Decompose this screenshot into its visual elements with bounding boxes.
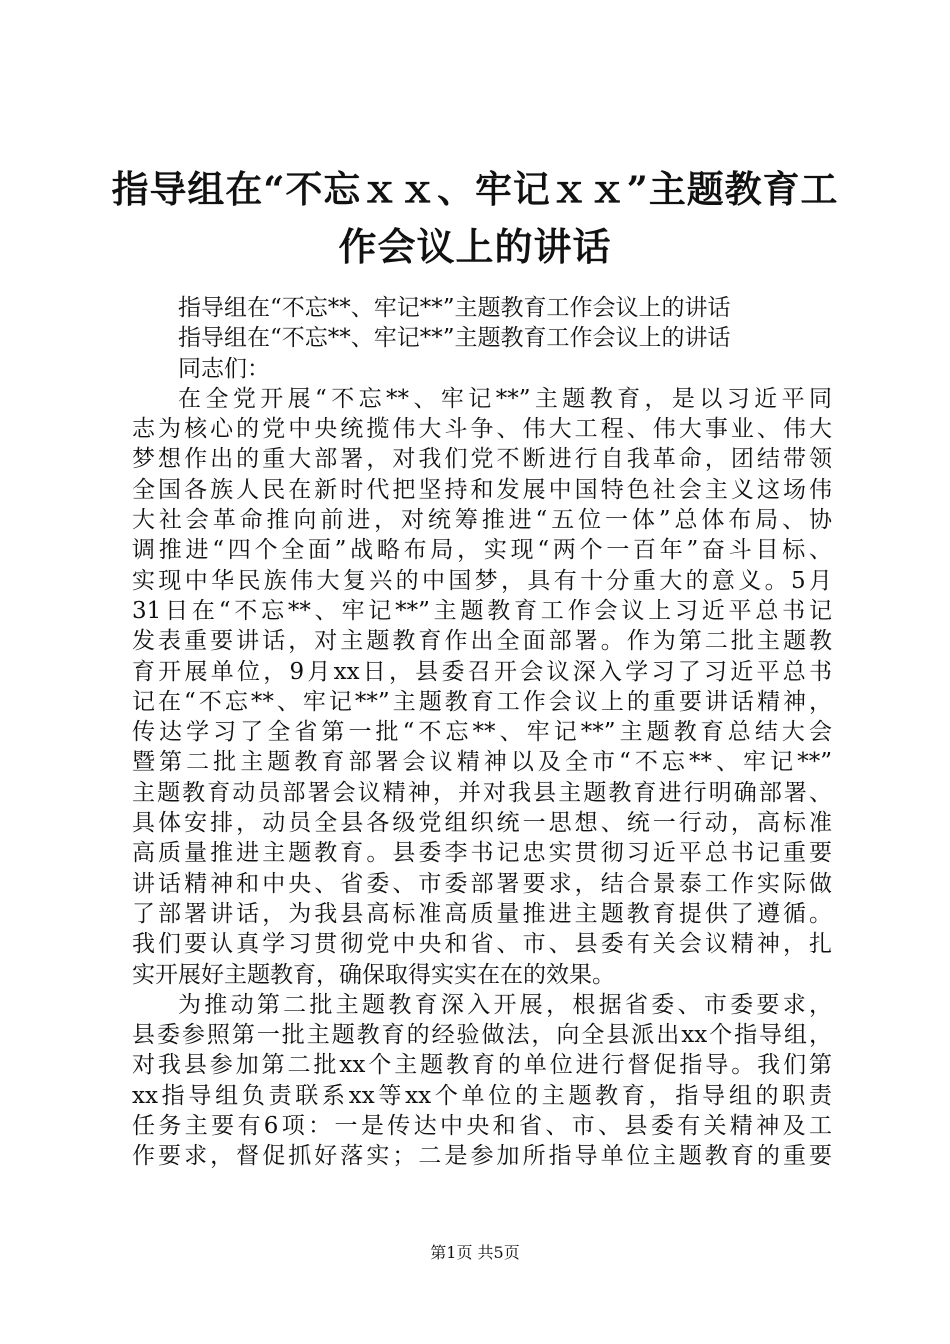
paragraph-1-line: 我们要认真学习贯彻党中央和省、市、县委有关会议精神，扎: [132, 931, 832, 958]
paragraph-1-line: 了部署讲话，为我县高标准高质量推进主题教育提供了遵循。: [132, 900, 832, 927]
paragraph-1-line: 梦想作出的重大部署，对我们党不断进行自我革命，团结带领: [132, 446, 832, 473]
paragraph-1-line: 主题教育动员部署会议精神，并对我县主题教育进行明确部署、: [132, 779, 832, 806]
document-body: [132, 293, 832, 1172]
paragraph-1-line: 志为核心的党中央统揽伟大斗争、伟大工程、伟大事业、伟大: [132, 416, 832, 443]
salutation: 同志们：: [178, 355, 270, 382]
subtitle-line-1: 指导组在“不忘**、牢记**”主题教育工作会议上的讲话: [178, 295, 731, 321]
paragraph-2-line: 为推动第二批主题教育深入开展，根据省委、市委要求，: [178, 991, 832, 1018]
paragraph-2-line: 县委参照第一批主题教育的经验做法，向全县派出xx个指导组，: [132, 1022, 832, 1049]
paragraph-1-line: 暨第二批主题教育部署会议精神以及全市“不忘**、牢记**”: [132, 749, 832, 776]
title-line-1: 指导组在“不忘ｘｘ、牢记ｘｘ”主题教育工: [111, 167, 839, 211]
subtitle-line-2: 指导组在“不忘**、牢记**”主题教育工作会议上的讲话: [178, 325, 731, 352]
paragraph-1-line: 具体安排，动员全县各级党组织统一思想、统一行动，高标准: [132, 810, 832, 837]
paragraph-1-line: 发表重要讲话，对主题教育作出全面部署。作为第二批主题教: [132, 628, 832, 655]
paragraph-2-line: xx指导组负责联系xx等xx个单位的主题教育，指导组的职责: [132, 1082, 832, 1109]
paragraph-2-line: 任务主要有6项：一是传达中央和省、市、县委有关精神及工: [132, 1113, 832, 1140]
paragraph-2-line: 作要求，督促抓好落实；二是参加所指导单位主题教育的重要: [132, 1143, 832, 1170]
paragraph-1-line: 记在“不忘**、牢记**”主题教育工作会议上的重要讲话精神，: [132, 688, 832, 715]
paragraph-1-line: 讲话精神和中央、省委、市委部署要求，结合景泰工作实际做: [132, 870, 832, 897]
page-footer: 第1页 共5页: [430, 1243, 520, 1262]
paragraph-1-line: 实开展好主题教育，确保取得实实在在的效果。: [132, 961, 615, 988]
paragraph-1-line: 在全党开展“不忘**、牢记**”主题教育，是以习近平同: [178, 385, 832, 412]
paragraph-1-line: 31日在“不忘**、牢记**”主题教育工作会议上习近平总书记: [132, 597, 832, 624]
title-line-2: 作会议上的讲话: [338, 224, 612, 269]
paragraph-1-line: 育开展单位，9月xx日，县委召开会议深入学习了习近平总书: [132, 658, 832, 685]
paragraph-1-line: 高质量推进主题教育。县委李书记忠实贯彻习近平总书记重要: [132, 840, 832, 867]
paragraph-1-line: 调推进“四个全面”战略布局，实现“两个一百年”奋斗目标、: [132, 537, 832, 564]
document-title: [110, 160, 840, 276]
paragraph-1-line: 传达学习了全省第一批“不忘**、牢记**”主题教育总结大会: [132, 719, 832, 746]
paragraph-1-line: 大社会革命推向前进，对统筹推进“五位一体”总体布局、协: [132, 507, 832, 534]
paragraph-1-line: 实现中华民族伟大复兴的中国梦，具有十分重大的意义。5月: [132, 567, 832, 594]
paragraph-2-line: 对我县参加第二批xx个主题教育的单位进行督促指导。我们第: [132, 1052, 832, 1079]
paragraph-1-line: 全国各族人民在新时代把坚持和发展中国特色社会主义这场伟: [132, 476, 832, 503]
